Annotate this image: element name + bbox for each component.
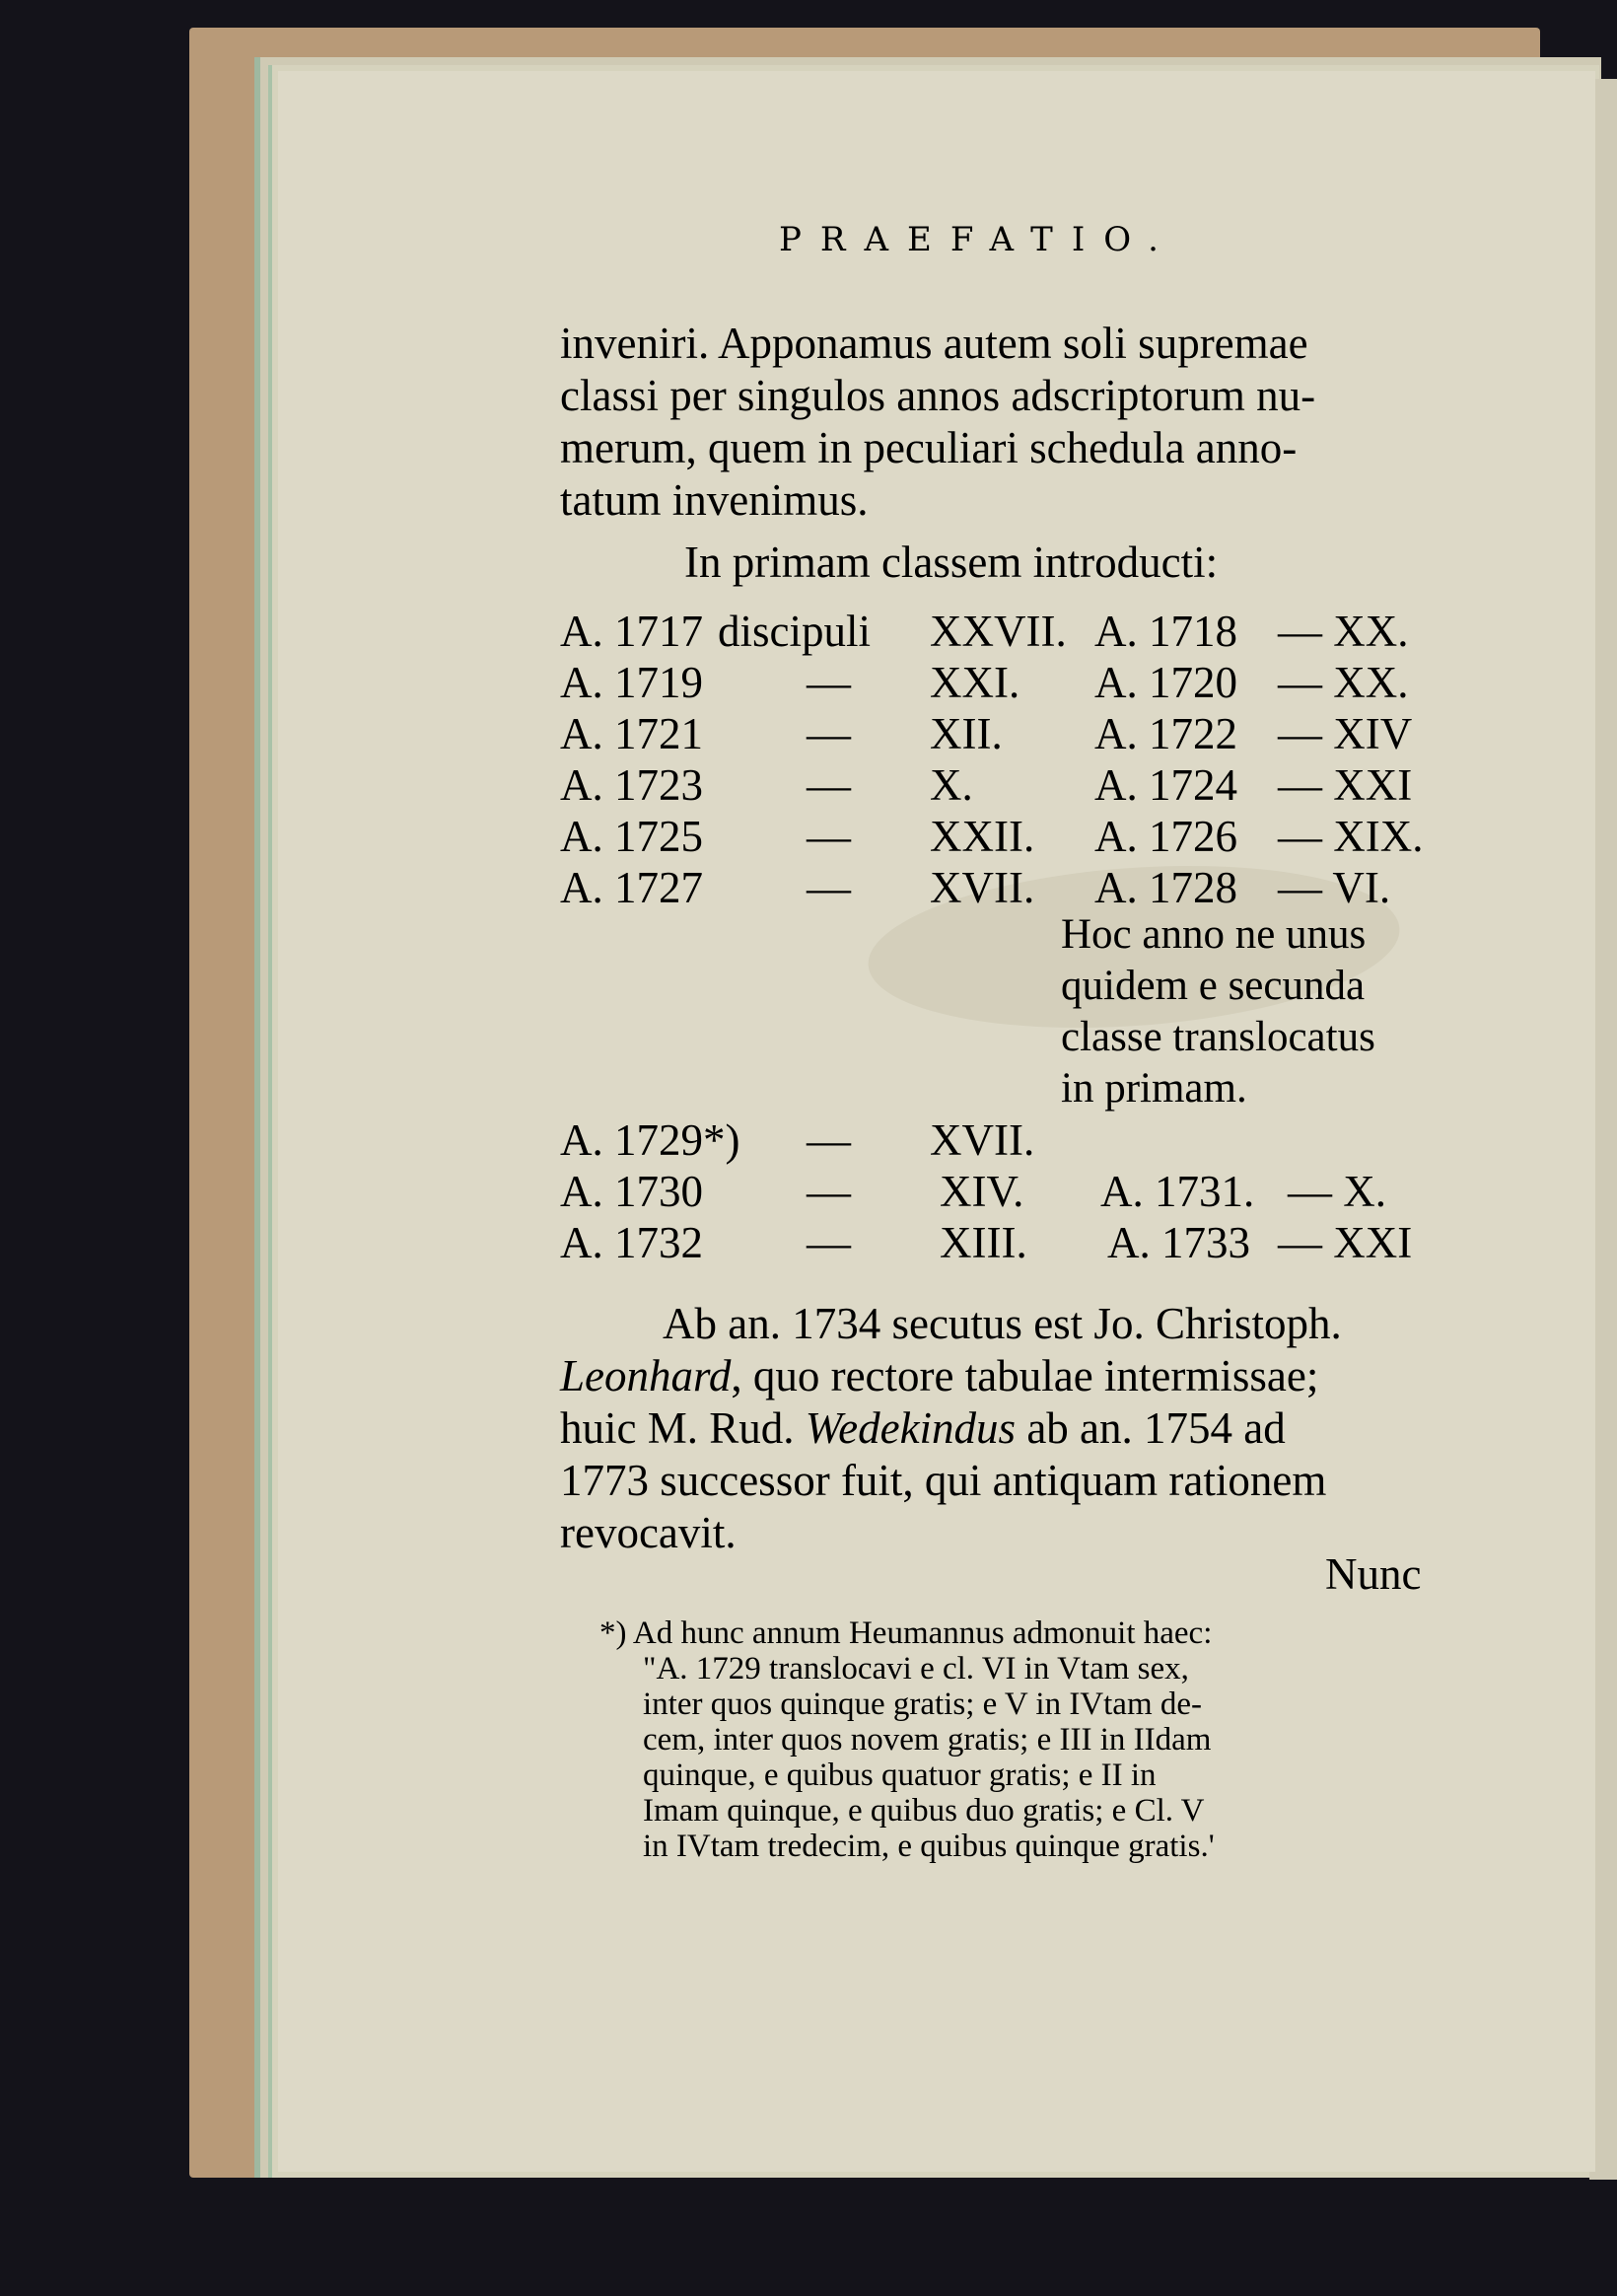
body-text: huic M. Rud.: [560, 1403, 806, 1453]
count-cell: — XIV: [1278, 709, 1413, 758]
body-line: [560, 1350, 1318, 1401]
count-cell: XXII.: [930, 812, 1035, 861]
count-cell: XIV.: [940, 1167, 1024, 1216]
intro-line: inveniri. Apponamus autem soli supremae: [560, 319, 1308, 368]
count-cell: X.: [930, 760, 973, 810]
dash-cell: —: [807, 1115, 851, 1165]
catchword: Nunc: [1325, 1549, 1422, 1599]
count-cell: — XXI: [1278, 1218, 1413, 1267]
note-line: quidem e secunda: [1061, 963, 1366, 1009]
count-cell: — X.: [1288, 1167, 1386, 1216]
table-row: [560, 1217, 1438, 1268]
body-line: revocavit.: [560, 1508, 737, 1557]
year-cell: A. 1720: [1094, 658, 1237, 707]
year-cell: A. 1717: [560, 607, 703, 656]
count-cell: XII.: [930, 709, 1003, 758]
footnote-line: quinque, e quibus quatuor gratis; e II in: [643, 1758, 1157, 1793]
footnote-line: inter quos quinque gratis; e V in IVtam de-: [643, 1686, 1203, 1722]
footnote-line: cem, inter quos novem gratis; e III in IIdam: [643, 1722, 1212, 1758]
dash-cell: —: [807, 863, 851, 912]
count-cell: XVII.: [930, 1115, 1035, 1165]
count-cell: — VI.: [1278, 863, 1391, 912]
note-line: classe translocatus: [1061, 1014, 1375, 1060]
body-line: [560, 1402, 1286, 1454]
dash-cell: —: [807, 760, 851, 810]
table-row: [560, 606, 1438, 657]
count-cell: — XX.: [1278, 607, 1409, 656]
table-row: [560, 1166, 1438, 1217]
footnote-line: "A. 1729 translocavi e cl. VI in Vtam sex,: [643, 1651, 1189, 1686]
year-cell: A. 1724: [1094, 760, 1237, 810]
count-cell: XXI.: [930, 658, 1020, 707]
footnote: [599, 1615, 1447, 1864]
note-line: Hoc anno ne unus: [1061, 911, 1367, 958]
subheading: In primam classem introducti:: [684, 538, 1219, 587]
year-cell: A. 1719: [560, 658, 703, 707]
count-cell: — XXI: [1278, 760, 1413, 810]
footnote-line: in IVtam tredecim, e quibus quinque gratis.': [643, 1829, 1215, 1864]
year-cell: A. 1718: [1094, 607, 1237, 656]
year-cell: A. 1733: [1107, 1218, 1250, 1267]
intro-line: merum, quem in peculiari schedula anno-: [560, 423, 1298, 472]
count-cell: — XX.: [1278, 658, 1409, 707]
year-cell: A. 1731.: [1100, 1167, 1255, 1216]
dash-cell: —: [807, 1167, 851, 1216]
body-text: ab an. 1754 ad: [1016, 1403, 1286, 1453]
count-cell: XVII.: [930, 863, 1035, 912]
body-line: 1773 successor fuit, qui antiquam rationem: [560, 1456, 1327, 1505]
dash-cell: —: [807, 658, 851, 707]
person-name: Leonhard: [560, 1351, 732, 1400]
running-header: PRAEFATIO.: [779, 220, 1177, 259]
table-row: [560, 1114, 1438, 1166]
note-line: in primam.: [1061, 1065, 1247, 1112]
year-cell: A. 1725: [560, 812, 703, 861]
count-cell: XXVII.: [930, 607, 1067, 656]
year-cell: A. 1729*): [560, 1115, 740, 1165]
table-row: [560, 759, 1438, 811]
label-cell: discipuli: [718, 607, 871, 656]
intro-line: classi per singulos annos adscriptorum nu-: [560, 371, 1316, 420]
note-1728: [1061, 909, 1455, 1114]
dash-cell: —: [807, 812, 851, 861]
footnote-line: Imam quinque, e quibus duo gratis; e Cl. V: [643, 1793, 1205, 1829]
table-row: [560, 862, 1438, 913]
year-cell: A. 1723: [560, 760, 703, 810]
year-cell: A. 1721: [560, 709, 703, 758]
body-text: , quo rectore tabulae intermissae;: [731, 1351, 1319, 1400]
intro-line: tatum invenimus.: [560, 475, 869, 525]
count-cell: XIII.: [940, 1218, 1027, 1267]
year-cell: A. 1730: [560, 1167, 703, 1216]
table-row: [560, 811, 1438, 862]
year-cell: A. 1732: [560, 1218, 703, 1267]
footnote-line: *) Ad hunc annum Heumannus admonuit haec:: [599, 1615, 1213, 1651]
year-cell: A. 1722: [1094, 709, 1237, 758]
dash-cell: —: [807, 1218, 851, 1267]
table-row: [560, 708, 1438, 759]
dash-cell: —: [807, 709, 851, 758]
year-cell: A. 1727: [560, 863, 703, 912]
count-cell: — XIX.: [1278, 812, 1424, 861]
person-name: Wedekindus: [805, 1403, 1017, 1453]
body-line: Ab an. 1734 secutus est Jo. Christoph.: [663, 1299, 1342, 1348]
year-cell: A. 1728: [1094, 863, 1237, 912]
year-cell: A. 1726: [1094, 812, 1237, 861]
table-row: [560, 657, 1438, 708]
